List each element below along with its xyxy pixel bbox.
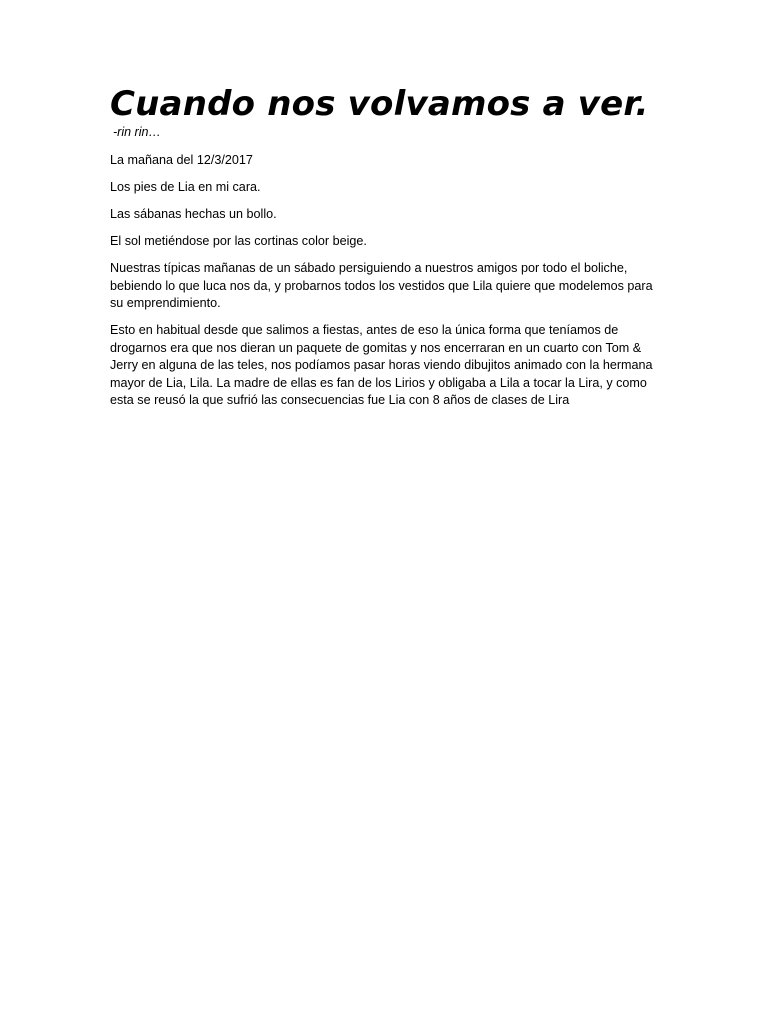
paragraph: Esto en habitual desde que salimos a fiestas, antes de eso la única forma que teníamos de drogarnos era que nos dieran un paquete de gomitas y nos encerraran en un cuarto con Tom & Jerry en alguna de las teles, nos podíamos pasar horas viendo dibujitos animado con la hermana mayor de Lia, Lila. La madre de ellas es fan de los Lirios y obligaba a Lila a tocar la Lira, y como esta se reusó la que sufrió las consecuencias fue Lia con 8 años de clases de Lira [110, 323, 653, 407]
paragraph: Los pies de Lia en mi cara. [110, 180, 261, 194]
document-subtitle: -rin rin… [113, 125, 161, 139]
paragraph: El sol metiéndose por las cortinas color beige. [110, 234, 367, 248]
document-body [110, 84, 662, 419]
paragraph: La mañana del 12/3/2017 [110, 153, 253, 167]
paragraph: Nuestras típicas mañanas de un sábado persiguiendo a nuestros amigos por todo el boliche, bebiendo lo que luca nos da, y probarnos todos los vestidos que Lila quiere que modelemos para su emprendimiento. [110, 261, 653, 310]
paragraph: Las sábanas hechas un bollo. [110, 207, 277, 221]
document-title: Cuando nos volvamos a ver. [110, 84, 649, 124]
